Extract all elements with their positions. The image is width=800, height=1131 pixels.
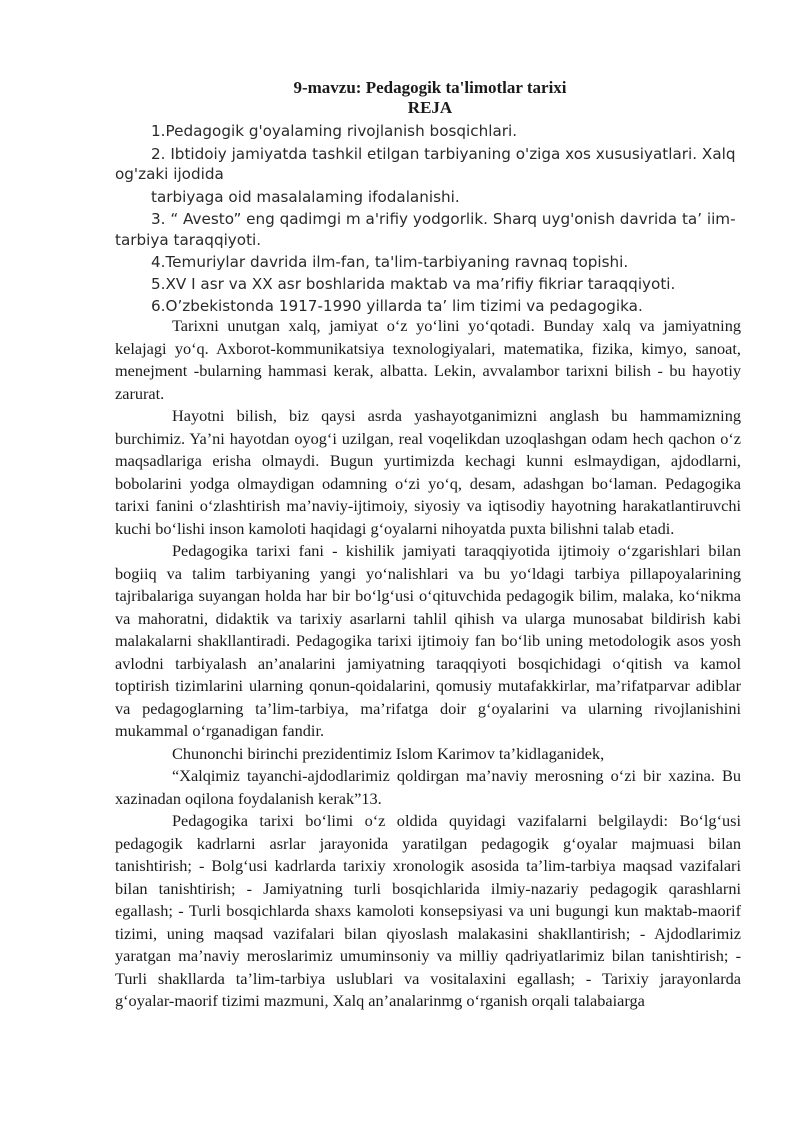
plan-item-3: 3. “ Avesto” eng qadimgi m a'rifiy yodgorlik. Sharq uyg'onish davrida ta’ iim-: [151, 210, 736, 228]
plan-item-3-continued: tarbiya taraqqiyoti.: [115, 231, 262, 249]
plan-item-6: 6.O’zbekistonda 1917-1990 yillarda ta’ lim tizimi va pedagogika.: [151, 297, 643, 315]
body-paragraph: Chunonchi birinchi prezidentimiz Islom Karimov ta’kidlaganidek,: [172, 743, 605, 763]
body-paragraph: Pedagogika tarixi fani - kishilik jamiyati taraqqiyotida ijtimoiy o‘zgarishlari bilan bogiiq va talim tarbiyaning yangi yo‘nalishlari va bu yo‘ldagi tarbiya pillapoyalarining tajribalariga suyangan holda har bir bo‘lg‘usi o‘qituvchida pedagogik bilim, malaka, ko‘nikma va mahoratni, didaktik va tarixiy asarlarni tahlil qihish va ularga munosabat bildirish kabi malakalarni shakllantiradi. Pedagogika tarixi ijtimoiy fan bo‘lib uning metodologik asos yosh avlodni tarbiyalash an’analarini jamiyatning taraqqiyoti bosqichidagi o‘qitish va kamol toptirish tizimlarini ularning qonun-qoidalarini, qomusiy mutafakkirlar, ma’rifatparvar adiblar va pedagoglarning ta’lim-tarbiya, ma’rifatga doir g‘oyalarini va ularning rivojlanishini mukammal o‘rganadigan fandir.: [115, 541, 741, 740]
plan-item-5: 5.XV I asr va XX asr boshlarida maktab va ma’rifiy fikriar taraqqiyoti.: [151, 275, 676, 293]
body-text: [115, 315, 741, 1013]
plan-item-1: 1.Pedagogik g'oyalaming rivojlanish bosqichlari.: [151, 122, 518, 140]
plan-item-2-continued: og'zaki ijodida: [115, 165, 224, 183]
body-paragraph: Tarixni unutgan xalq, jamiyat o‘z yo‘lini yo‘qotadi. Bunday xalq va jamiyatning kelajagi yo‘q. Axborot-kommunikatsiya texnologiyalari, matematika, fizika, kimyo, sanoat, menejment -bularning hammasi kerak, albatta. Lekin, avvalambor tarixni bilish - bu hayotiy zarurat.: [115, 316, 741, 403]
body-paragraph: Pedagogika tarixi bo‘limi o‘z oldida quyidagi vazifalarni belgilaydi: Bo‘lg‘usi pedagogik kadrlarni asrlar jarayonida yaratilgan pedagogik g‘oyalar majmuasi bilan tanishtirish; - Bolg‘usi kadrlarda tarixiy xronologik asosida ta’lim-tarbiya maqsad vazifalari bilan tanishtirish; - Jamiyatning turli bosqichlarida ilmiy-nazariy pedagogik qarashlarni egallash; - Turli bosqichlarda shaxs kamoloti konsepsiyasi va uni bugungi kun maktab-maorif tizimi, uning maqsad vazifalari bilan qiyoslash malakasini shakllantirish; - Ajdodlarimiz yaratgan ma’naviy meroslarimiz umuminsoniy va milliy qadriyatlarimiz bilan tanishtirish; - Turli shakllarda ta’lim-tarbiya uslublari va vositalaxini egallash; - Tarixiy jarayonlarda g‘oyalar-maorif tizimi mazmuni, Xalq an’analarinmg o‘rganish orqali talabaiarga: [115, 811, 741, 1010]
plan-item-2-continued-line: tarbiyaga oid masalalaming ifodalanishi.: [151, 188, 460, 206]
quote-paragraph: “Xalqimiz tayanchi-ajdodlarimiz qoldirgan ma’naviy merosning o‘zi bir xazina. Bu xazinadan oqilona foydalanish kerak”13.: [115, 766, 741, 808]
plan-item-4: 4.Temuriylar davrida ilm-fan, ta'lim-tarbiyaning ravnaq topishi.: [151, 253, 629, 271]
body-paragraph: Hayotni bilish, biz qaysi asrda yashayotganimizni anglash bu hammamizning burchimiz. Ya’ni hayotdan oyog‘i uzilgan, real voqelikdan uzoqlashgan odam hech qachon o‘z maqsadlariga erisha olmaydi. Bugun yurtimizda kechagi kunni eslmaydigan, ajdodlarni, bobolarini yodga olmaydigan odamning o‘zi yo‘q, desam, adashgan bo‘laman. Pedagogika tarixi fanini o‘zlashtirish ma’naviy-ijtimoiy, siyosiy va iqtisodiy hayotning harakatlantiruvchi kuchi bo‘lishi inson kamoloti haqidagi g‘oyalarni nihoyatda puxta bilishni talab etadi.: [115, 406, 741, 538]
plan-item-2: 2. Ibtidoiy jamiyatda tashkil etilgan tarbiyaning o'ziga xos xususiyatlari. Xalq: [151, 145, 736, 163]
document-subtitle: REJA: [407, 98, 453, 117]
document-title: 9-mavzu: Pedagogik ta'limotlar tarixi: [293, 78, 567, 97]
